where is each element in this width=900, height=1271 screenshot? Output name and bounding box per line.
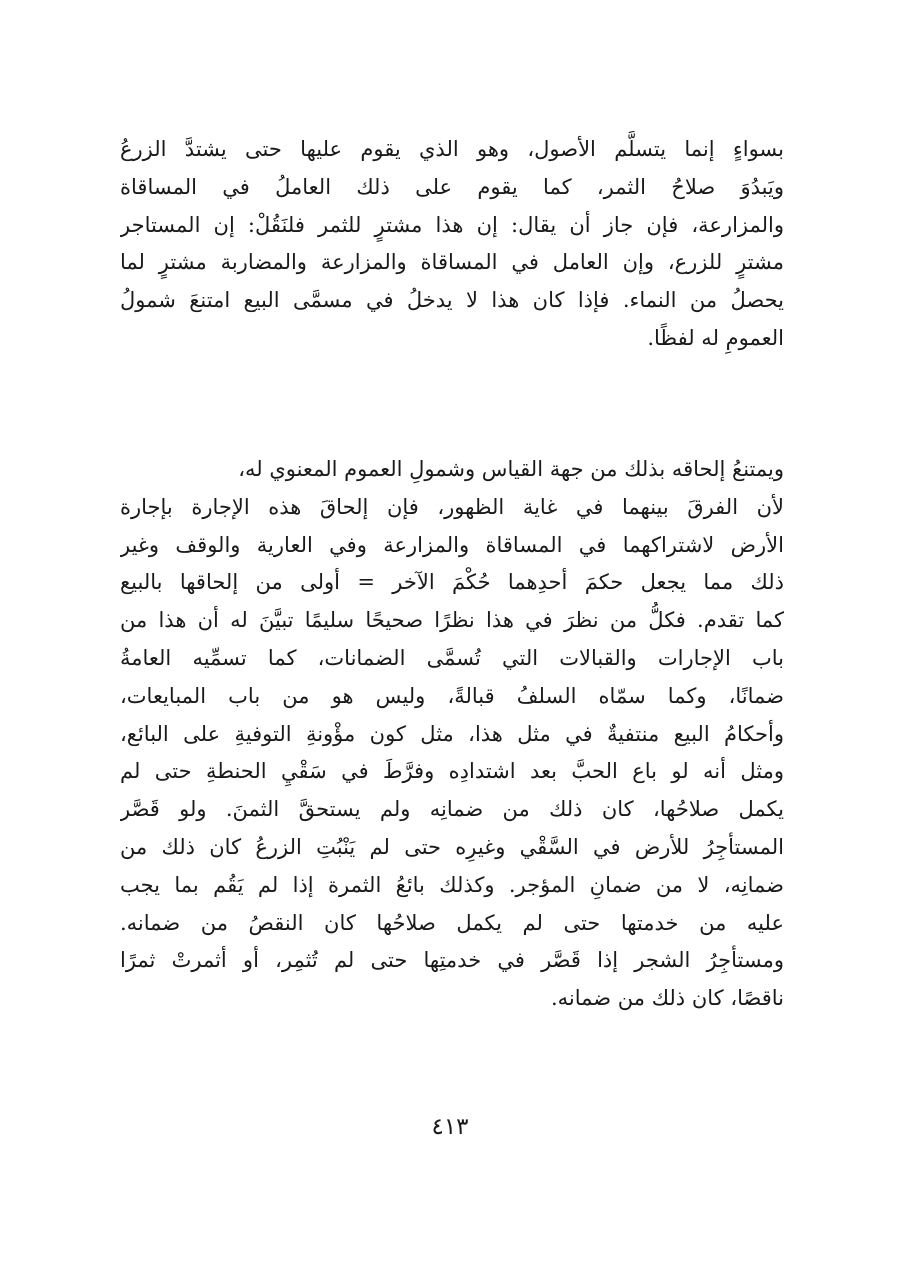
text-line: العمومِ له لفظًا. [647, 325, 784, 350]
text-line: ومستأجِرُ الشجر إذا قَصَّر في خدمتِها حتى لم تُثمِر، أو أثمرتْ ثمرًا [120, 948, 784, 973]
text-line: لأن الفرقَ بينهما في غاية الظهور، فإن إلحاقَ هذه الإجارة بإجارة [120, 494, 784, 519]
text-line: ضمانِه، لا من ضمانِ المؤجر. وكذلك بائعُ الثمرة إذا لم يَقُم بما يجب [120, 872, 784, 897]
text-line: ويَبدُوَ صلاحُ الثمر، كما يقوم على ذلك العاملُ في المساقاة [120, 174, 784, 199]
text-line: كما تقدم. فكلُّ من نظرَ في هذا نظرًا صحيحًا سليمًا تبيَّنَ له أن هذا من [120, 608, 784, 633]
text-line: ضمانًا، وكما سمّاه السلفُ قبالةً، وليس هو من باب المبايعات، [120, 683, 784, 708]
text-line: يحصلُ من النماء. فإذا كان هذا لا يدخلُ في مسمَّى البيع امتنعَ شمولُ [120, 288, 784, 313]
text-line: ذلك مما يجعل حكمَ أحدِهما حُكْمَ الآخر = أولى من إلحاقها بالبيع [120, 570, 784, 595]
text-line: المستأجِرُ للأرض في السَّقْي وغيرِه حتى لم يَنْبُتِ الزرعُ كان ذلك من [120, 834, 784, 859]
text-line: وأحكامُ البيع منتفيةٌ في مثل هذا، مثل كون مؤْونةِ التوفيةِ على البائع، [120, 721, 784, 746]
text-line: الأرض لاشتراكهما في المساقاة والمزارعة وفي العارية والوقف وغير [120, 532, 784, 557]
text-line: مشترٍ للزرع، وإن العامل في المساقاة والمزارعة والمضاربة مشترٍ لما [120, 250, 784, 275]
text-line: ويمتنعُ إلحاقه بذلك من جهة القياس وشمولِ العموم المعنوي له، [238, 457, 784, 481]
text-line: باب الإجارات والقبالات التي تُسمَّى الضمانات، كما تسمِّيه العامةُ [120, 645, 784, 670]
text-line: يكمل صلاحُها، كان ذلك من ضمانِه ولم يستحقَّ الثمنَ. ولو قَصَّر [120, 797, 784, 822]
text-line: ومثل أنه لو باع الحبَّ بعد اشتدادِه وفرَّطَ في سَقْيِ الحنطةِ حتى لم [120, 759, 784, 784]
paragraph-1 [120, 131, 784, 358]
text-line: عليه من خدمتها حتى لم يكمل صلاحُها كان النقصُ من ضمانه. [120, 910, 784, 935]
paragraph-2 [120, 451, 784, 1018]
text-line: والمزارعة، فإن جاز أن يقال: إن هذا مشترٍ للثمر فلنَقُلْ: إن المستاجر [120, 212, 784, 237]
page-number: ٤١٣ [431, 1114, 469, 1140]
text-line: بسواءٍ إنما يتسلَّم الأصول، وهو الذي يقوم عليها حتى يشتدَّ الزرعُ [120, 137, 784, 161]
text-line: ناقصًا، كان ذلك من ضمانه. [550, 986, 784, 1011]
